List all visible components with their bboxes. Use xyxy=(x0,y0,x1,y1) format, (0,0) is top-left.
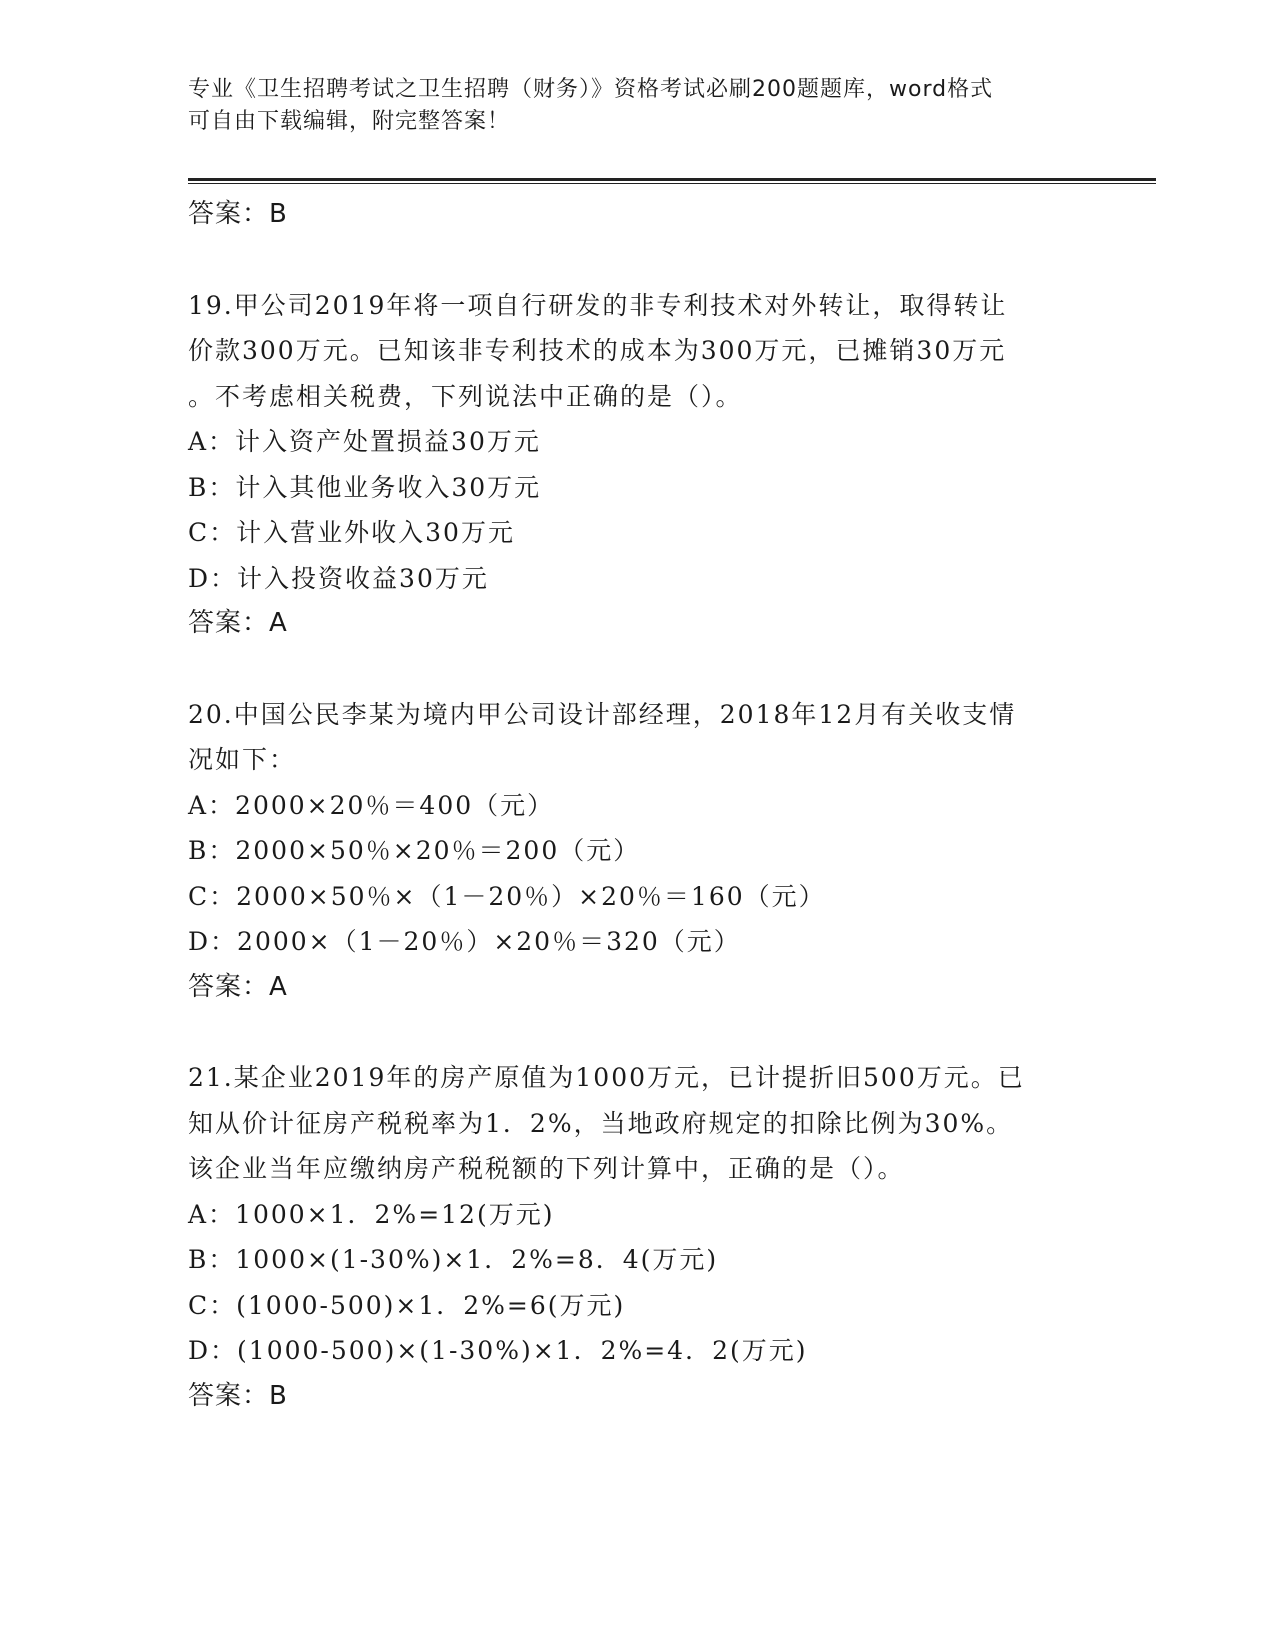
question-text-line: 20.中国公民李某为境内甲公司设计部经理，2018年12月有关收支情 xyxy=(188,699,1017,729)
option-c: C：计入营业外收入30万元 xyxy=(188,518,515,547)
header-line-1: 专业《卫生招聘考试之卫生招聘（财务）》资格考试必刷200题题库，word格式 xyxy=(188,77,994,102)
option-a: A：计入资产处置损益30万元 xyxy=(188,427,541,456)
header-line-2: 可自由下载编辑，附完整答案！ xyxy=(188,109,511,134)
option-c: C：(1000-500)×1．2%=6(万元) xyxy=(188,1290,626,1320)
question-text-line: 该企业当年应缴纳房产税税额的下列计算中，正确的是（）。 xyxy=(188,1154,905,1183)
question-answer: 答案：A xyxy=(188,608,288,638)
option-d: D：2000×（1－20％）×20％＝320（元） xyxy=(188,927,741,956)
header-divider-thin xyxy=(188,183,1156,184)
question-21 xyxy=(188,1055,1108,1419)
option-d: D：(1000-500)×(1-30%)×1．2%=4．2(万元) xyxy=(188,1336,808,1365)
question-answer: 答案：A xyxy=(188,971,288,1002)
question-19 xyxy=(188,283,1108,647)
question-text-line: 况如下： xyxy=(188,745,297,774)
option-d: D：计入投资收益30万元 xyxy=(188,563,489,593)
option-a: A：1000×1．2%=12(万元) xyxy=(188,1199,555,1229)
option-c: C：2000×50％×（1－20％）×20％＝160（元） xyxy=(188,881,826,911)
question-text-line: 21.某企业2019年的房产原值为1000万元，已计提折旧500万元。已 xyxy=(188,1063,1025,1092)
question-answer: 答案：B xyxy=(188,1380,288,1411)
option-b: B：1000×(1-30%)×1．2%=8．4(万元) xyxy=(188,1245,719,1274)
previous-answer: 答案：B xyxy=(188,199,288,229)
question-text-line: 。不考虑相关税费，下列说法中正确的是（）。 xyxy=(188,381,743,411)
question-20 xyxy=(188,692,1108,1011)
option-b: B：2000×50％×20％＝200（元） xyxy=(188,836,641,865)
option-b: B：计入其他业务收入30万元 xyxy=(188,472,542,502)
option-a: A：2000×20％＝400（元） xyxy=(188,790,555,820)
question-text-line: 价款300万元。已知该非专利技术的成本为300万元，已摊销30万元 xyxy=(188,336,1007,365)
header-divider-thick xyxy=(188,178,1156,181)
question-text-line: 知从价计征房产税税率为1．2%，当地政府规定的扣除比例为30%。 xyxy=(188,1108,1014,1138)
document-body xyxy=(188,192,1108,1419)
document-header xyxy=(188,74,1068,138)
question-text-line: 19.甲公司2019年将一项自行研发的非专利技术对外转让，取得转让 xyxy=(188,290,1008,320)
